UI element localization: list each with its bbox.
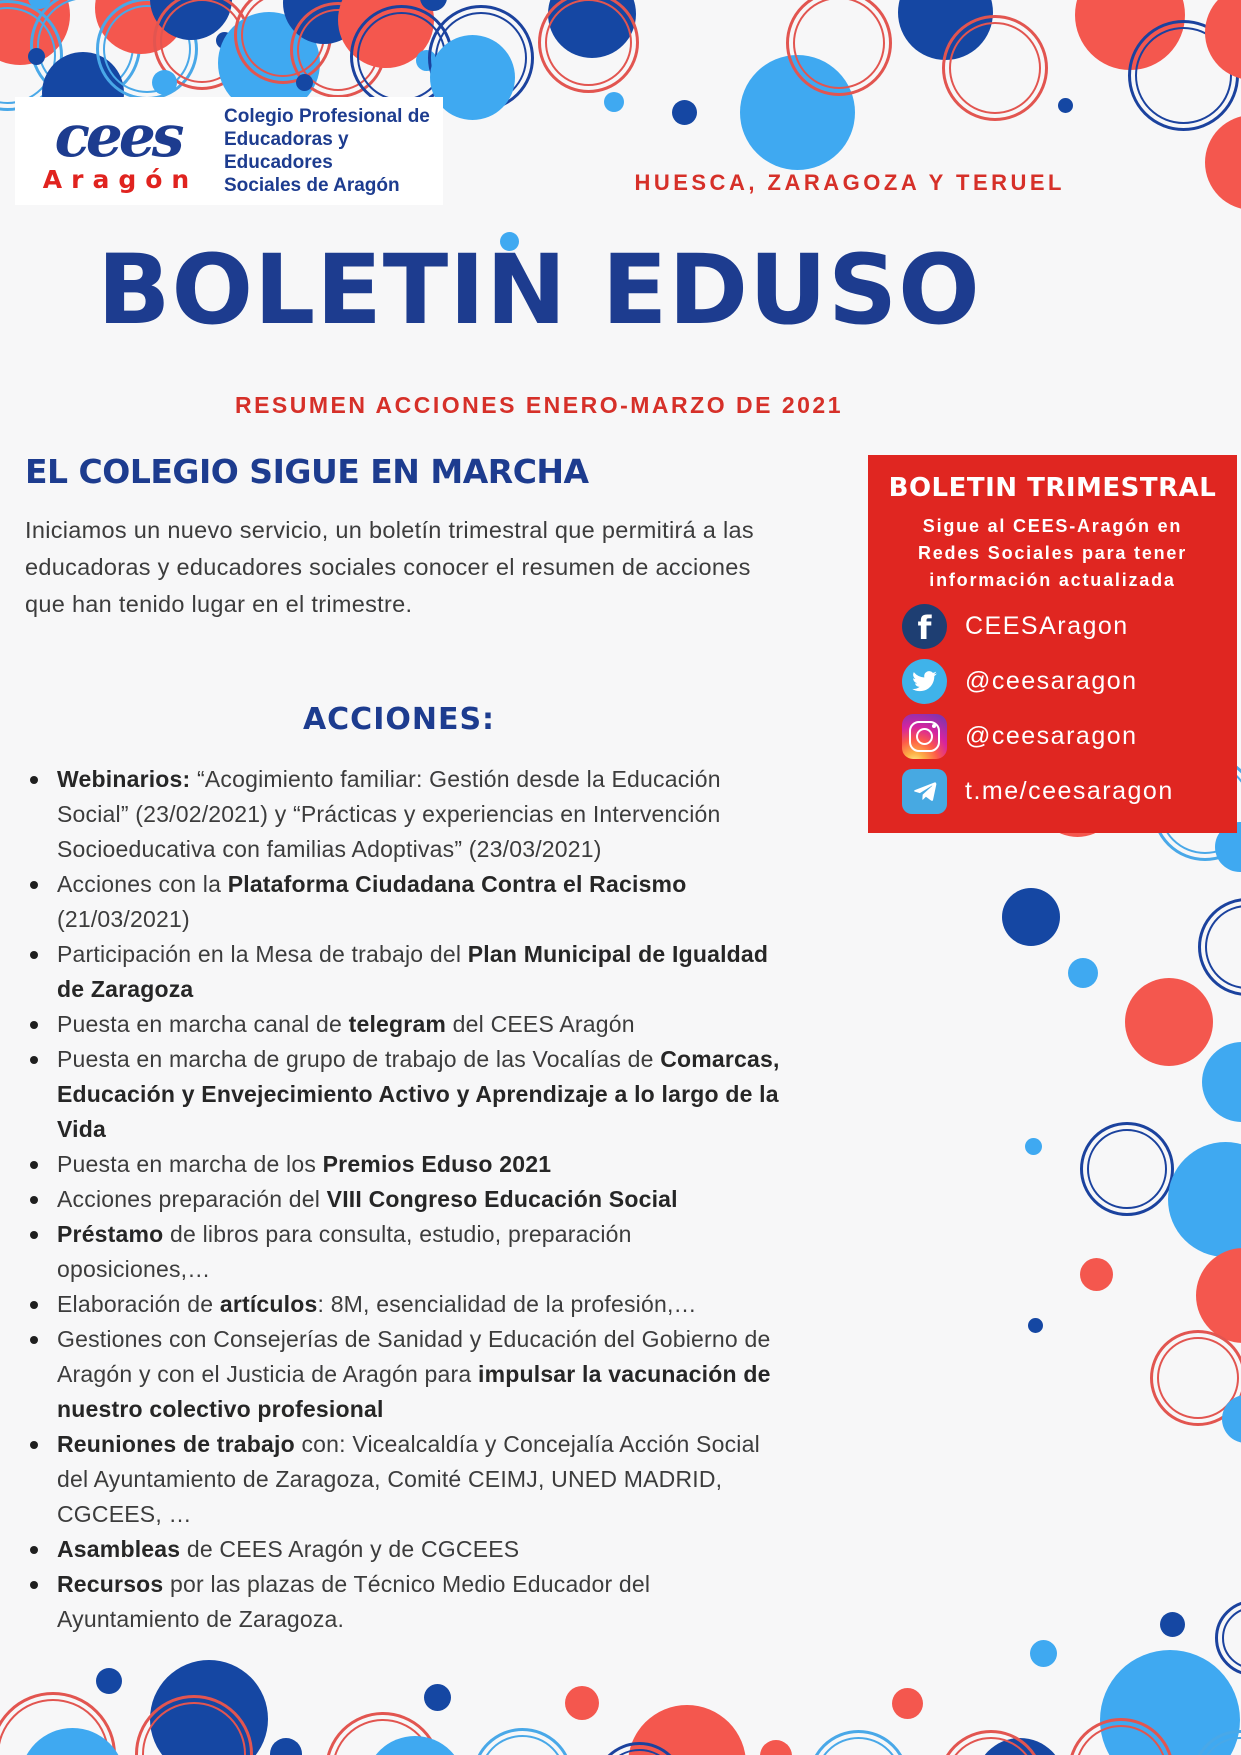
decorative-circle (1168, 1142, 1241, 1257)
telegram-handle: t.me/ceesaragon (965, 777, 1174, 805)
decorative-circle (1028, 1318, 1043, 1333)
instagram-handle: @ceesaragon (965, 722, 1138, 750)
decorative-circle (565, 1686, 599, 1720)
facebook-icon: f (902, 604, 947, 649)
cees-logo (15, 101, 220, 194)
page-title: BOLETIN EDUSO (97, 234, 981, 346)
instagram-link[interactable] (902, 714, 1237, 759)
twitter-link[interactable] (902, 659, 1237, 704)
twitter-handle: @ceesaragon (965, 667, 1138, 695)
decorative-circle (1058, 98, 1073, 113)
sidebar-title: BOLETIN TRIMESTRAL (888, 473, 1217, 503)
intro-paragraph: Iniciamos un nuevo servicio, un boletín trimestral que permitirá a las educadoras y educadores sociales conocer el resumen de acciones que han tenido lugar en el trimestre. (25, 517, 754, 617)
decorative-circle (1196, 1248, 1241, 1343)
action-item: Puesta en marcha canal de telegram del CEES Aragón (57, 1007, 787, 1042)
decorative-circle (1068, 958, 1098, 988)
actions-list (57, 762, 787, 1637)
action-item: Préstamo de libros para consulta, estudio, preparación oposiciones,… (57, 1217, 787, 1287)
facebook-link[interactable] (902, 604, 1237, 649)
decorative-ring (538, 0, 639, 93)
decorative-circle (1205, 115, 1241, 210)
action-item: Webinarios: “Acogimiento familiar: Gestión desde la Educación Social” (23/02/2021) y “Prácticas y experiencias en Intervención Socioeducativa con familias Adoptivas” (23/03/2021) (57, 762, 787, 867)
decorative-circle (96, 1668, 122, 1694)
logo-description-line: Educadores (224, 152, 333, 173)
action-item: Puesta en marcha de grupo de trabajo de las Vocalías de Comarcas, Educación y Envejecimiento Activo y Aprendizaje a lo largo de la Vida (57, 1042, 787, 1147)
action-item: Acciones preparación del VIII Congreso Educación Social (57, 1182, 787, 1217)
decorative-circle (760, 1740, 792, 1755)
logo-box (15, 97, 443, 205)
decorative-ring (808, 1730, 909, 1755)
action-item: Recursos por las plazas de Técnico Medio Educador del Ayuntamiento de Zaragoza. (57, 1567, 787, 1637)
decorative-ring (1080, 1122, 1174, 1216)
logo-region-text: Aragón (42, 164, 199, 194)
decorative-circle (424, 1684, 451, 1711)
decorative-ring (1215, 1600, 1241, 1676)
action-item: Elaboración de artículos: 8M, esencialidad de la profesión,… (57, 1287, 787, 1322)
actions-heading: ACCIONES: (302, 702, 496, 737)
decorative-ring (786, 0, 892, 96)
action-item: Gestiones con Consejerías de Sanidad y Educación del Gobierno de Aragón y con el Justicia de Aragón para impulsar la vacunación de nuestro colectivo profesional (57, 1322, 787, 1427)
action-item: Puesta en marcha de los Premios Eduso 2021 (57, 1147, 787, 1182)
quarterly-bulletin-box (868, 455, 1237, 833)
twitter-icon (902, 659, 947, 704)
decorative-circle (672, 100, 697, 125)
sidebar-caption: Sigue al CEES-Aragón en Redes Sociales para tener información actualizada (917, 516, 1188, 590)
facebook-handle: CEESAragon (965, 612, 1129, 640)
logo-description-line: Sociales de Aragón (224, 175, 400, 196)
decorative-circle (1202, 1042, 1241, 1122)
decorative-circle (1125, 978, 1213, 1066)
telegram-link[interactable] (902, 769, 1237, 814)
decorative-circle (1160, 1612, 1185, 1637)
decorative-ring (942, 15, 1048, 121)
logo-description (220, 105, 443, 197)
decorative-circle (1025, 1138, 1042, 1155)
provinces-header: HUESCA, ZARAGOZA Y TERUEL (634, 170, 1065, 195)
action-item: Reuniones de trabajo con: Vicealcaldía y Concejalía Acción Social del Ayuntamiento de Zaragoza, Comité CEIMJ, UNED MADRID, CGCEES, … (57, 1427, 787, 1532)
decorative-circle (1030, 1640, 1057, 1667)
instagram-icon (902, 714, 947, 759)
page-subtitle: RESUMEN ACCIONES ENERO-MARZO DE 2021 (234, 392, 843, 418)
decorative-circle (892, 1688, 923, 1719)
decorative-circle (1002, 888, 1060, 946)
telegram-icon (902, 769, 947, 814)
decorative-circle (152, 70, 177, 95)
action-item: Asambleas de CEES Aragón y de CGCEES (57, 1532, 787, 1567)
logo-brand-text: cees (54, 101, 181, 170)
decorative-ring (472, 1728, 573, 1755)
logo-description-line: Educadoras y (224, 129, 349, 150)
action-item: Acciones con la Plataforma Ciudadana Contra el Racismo (21/03/2021) (57, 867, 787, 937)
decorative-circle (604, 92, 624, 112)
decorative-ring (1198, 898, 1241, 996)
action-item: Participación en la Mesa de trabajo del Plan Municipal de Igualdad de Zaragoza (57, 937, 787, 1007)
decorative-circle (270, 1738, 302, 1755)
intro-heading: EL COLEGIO SIGUE EN MARCHA (25, 452, 589, 491)
decorative-circle (1080, 1258, 1113, 1291)
decorative-circle (28, 48, 45, 65)
logo-description-line: Colegio Profesional de (224, 106, 430, 127)
decorative-circle (296, 74, 313, 91)
